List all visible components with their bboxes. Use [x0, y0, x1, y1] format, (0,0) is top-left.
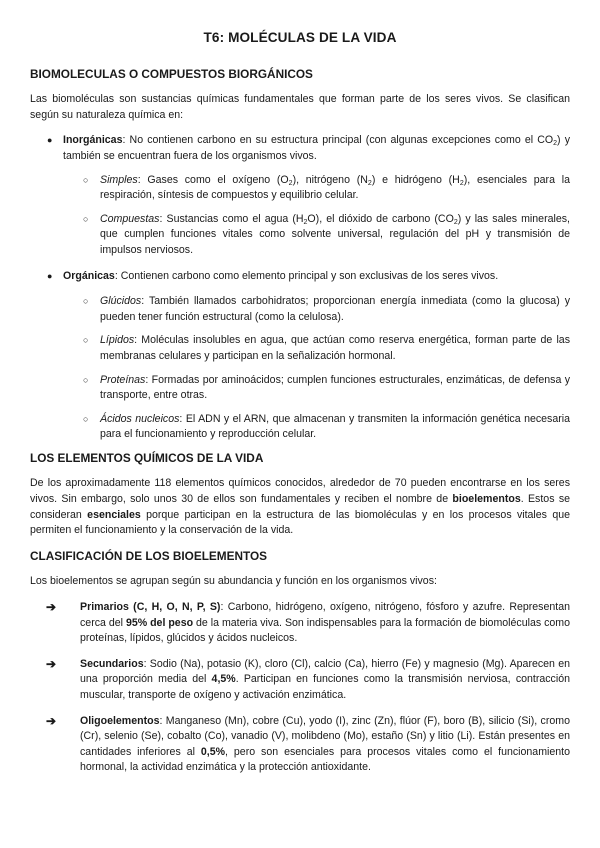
label-glucidos: Glúcidos: [100, 295, 142, 308]
text: : También llamados carbohidratos; proporcionan energía inmediata (como la glucosa) y pueden tener función estructural (como la celulosa).: [100, 295, 570, 323]
subitem-proteinas: [30, 373, 570, 404]
text-inorganicas-b: ) y también se encuentran fuera de los organismos vivos.: [63, 134, 570, 162]
subscript: 2: [367, 179, 372, 187]
label-oligoelementos: Oligoelementos: [80, 714, 160, 727]
arrow-item-primarios: [30, 600, 570, 647]
text: porque participan en la estructura de las biomoléculas y en los procesos vitales que permiten el funcionamiento y la conservación de la vida.: [30, 508, 570, 537]
label-simples: Simples: [100, 173, 138, 186]
text-organicas: : Contienen carbono como elemento principal y son exclusivas de los seres vivos.: [114, 269, 499, 282]
text: , pero son esenciales para procesos vitales como el funcionamiento hormonal, la actividad enzimática y la protección antioxidante.: [80, 745, 570, 774]
arrow-right-icon: ➔: [46, 713, 57, 728]
text: : Formadas por aminoácidos; cumplen funciones estructurales, enzimáticas, de defensa y transporte, entre otras.: [100, 373, 570, 402]
bullet-dot-icon: ●: [47, 135, 53, 146]
arrow-item-oligoelementos: [30, 714, 570, 776]
label-primarios: Primarios (C, H, O, N, P, S): [80, 601, 221, 614]
heading-elementos-quimicos: LOS ELEMENTOS QUÍMICOS DE LA VIDA: [30, 450, 264, 465]
text: ) e hidrógeno (H: [371, 173, 460, 186]
subscript: 2: [459, 179, 464, 187]
arrow-right-icon: ➔: [46, 656, 57, 671]
subitem-lipidos: [30, 333, 570, 364]
circle-bullet-icon: ○: [83, 213, 89, 224]
bold-95: 95% del peso: [125, 616, 194, 629]
label-acidos-nucleicos: Ácidos nucleicos: [100, 412, 180, 425]
text: De los aproximadamente 118 elementos químicos conocidos, alrededor de 70 pueden encontrarse en los seres vivos. Sin embargo, solo unos 30 de ellos son fundamentales y reciben el nombre de: [30, 477, 570, 506]
text: : Sodio (Na), potasio (K), cloro (Cl), calcio (Ca), hierro (Fe) y magnesio (Mg). Aparecen en una proporción media del: [80, 657, 570, 686]
bold-bioelementos: bioelementos: [452, 493, 521, 506]
bold-esenciales: esenciales: [87, 508, 141, 521]
text-inorganicas-a: : No contienen carbono en su estructura principal (con algunas excepciones como el CO: [122, 134, 554, 147]
text: . Participan en funciones como la transmisión nerviosa, contracción muscular, transporte de oxígeno y activación enzimática.: [80, 673, 570, 701]
text: ), esenciales para la respiración, síntesis de compuestos y equilibrio celular.: [100, 173, 570, 202]
subitem-compuestas: [30, 212, 570, 259]
bullet-inorganicas: [30, 133, 570, 164]
circle-bullet-icon: ○: [83, 374, 89, 385]
text: : Sustancias como el agua (H: [159, 212, 304, 225]
text: : Moléculas insolubles en agua, que actúan como reserva energética, forman parte de las membranas celulares y participan en la señalización hormonal.: [100, 334, 570, 362]
text: O), el dióxido de carbono (CO: [307, 212, 454, 225]
subscript: 2: [288, 179, 293, 187]
bold-4-5: 4,5%: [211, 673, 236, 686]
subscript: 2: [303, 218, 308, 226]
text: de la materia viva. Son indispensables para la formación de biomoléculas como proteínas, lípidos, glúcidos y ácidos nucleicos.: [80, 616, 570, 645]
subitem-acidos-nucleicos: [30, 412, 570, 443]
text: ), nitrógeno (N: [292, 173, 368, 186]
arrow-item-secundarios: [30, 657, 570, 704]
text: ) y las sales minerales, que cumplen funciones vitales como solvente universal, regulación del pH y transmisión de impulsos nerviosos.: [100, 212, 570, 256]
circle-bullet-icon: ○: [83, 174, 89, 185]
bullet-dot-icon: ●: [47, 270, 53, 281]
label-organicas: Orgánicas: [63, 269, 115, 282]
arrow-right-icon: ➔: [46, 600, 57, 615]
subscript: 2: [453, 218, 458, 226]
intro-biomoleculas: Las biomoléculas son sustancias químicas fundamentales que forman parte de los seres vivos. Se clasifican según su naturaleza química en:: [30, 93, 570, 121]
bullet-organicas: [30, 269, 570, 285]
intro-clasificacion: Los bioelementos se agrupan según su abundancia y función en los organismos vivos:: [30, 575, 437, 588]
label-secundarios: Secundarios: [80, 657, 144, 670]
text: : Gases como el oxígeno (O: [137, 173, 289, 186]
heading-biomoleculas: BIOMOLECULAS O COMPUESTOS BIORGÁNICOS: [30, 66, 313, 81]
label-proteinas: Proteínas: [100, 373, 146, 386]
label-compuestas: Compuestas: [100, 212, 160, 225]
bold-0-5: 0,5%: [200, 745, 226, 758]
text: : Carbono, hidrógeno, oxígeno, nitrógeno, fósforo y azufre. Representan cerca del: [80, 601, 570, 629]
label-inorganicas: Inorgánicas: [63, 134, 123, 147]
label-lipidos: Lípidos: [100, 334, 135, 347]
text: : Manganeso (Mn), cobre (Cu), yodo (I), zinc (Zn), flúor (F), boro (B), silicio (Si), cromo (Cr), selenio (Se), cobalto (Co), vanadio (V), molibdeno (Mo), estaño (Sn) y litio (Li). Están presentes en cantidades inferiores al: [80, 714, 570, 758]
subitem-simples: [30, 173, 570, 204]
circle-bullet-icon: ○: [83, 296, 89, 307]
circle-bullet-icon: ○: [83, 335, 89, 346]
subitem-glucidos: [30, 294, 570, 325]
heading-clasificacion: CLASIFICACIÓN DE LOS BIOELEMENTOS: [30, 548, 268, 563]
text: . Estos se consideran: [30, 493, 571, 521]
subscript: 2: [553, 140, 558, 148]
text: : El ADN y el ARN, que almacenan y transmiten la información genética necesaria para el funcionamiento y reproducción celular.: [100, 412, 571, 441]
circle-bullet-icon: ○: [83, 413, 89, 424]
paragraph-elementos: [30, 476, 570, 538]
page-title: T6: MOLÉCULAS DE LA VIDA: [203, 30, 397, 45]
